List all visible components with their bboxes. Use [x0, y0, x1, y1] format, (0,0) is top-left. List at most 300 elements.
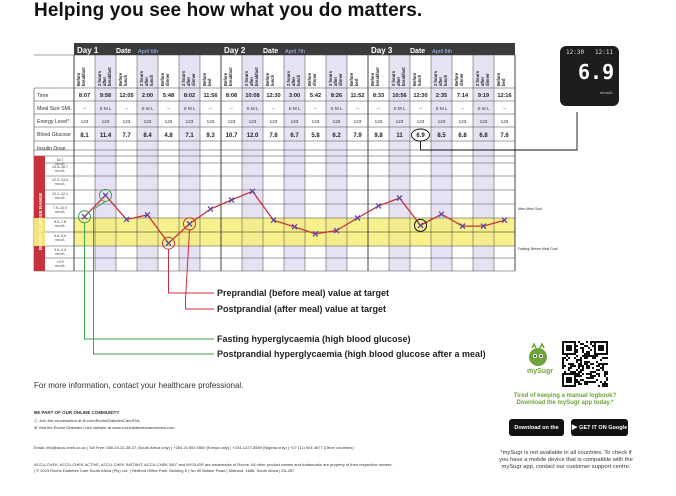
qr-module [602, 357, 604, 359]
qr-module [574, 357, 576, 359]
energy-value: 123 [458, 119, 467, 124]
qr-module [576, 375, 578, 377]
glucose-value: 5.8 [311, 133, 320, 139]
meal-size-value: – [461, 106, 464, 111]
qr-code[interactable] [562, 341, 608, 387]
column-period-label: after [102, 76, 107, 86]
app-store-label: Download on the App Store [514, 425, 559, 449]
column-period-label: 2 hours [139, 70, 144, 86]
qr-module [574, 349, 576, 351]
time-value: 11:56 [203, 93, 218, 99]
column-period-label: breakfast [254, 67, 259, 86]
qr-module [604, 353, 606, 355]
time-value: 5:42 [309, 93, 322, 99]
time-value: 12:16 [497, 93, 512, 99]
row-label: Meal Size SML [37, 106, 72, 112]
qr-module [588, 365, 590, 367]
qr-module [606, 379, 608, 381]
qr-module [576, 361, 578, 363]
column-period-label: 2 hours [328, 70, 333, 86]
column-period-label: Before [454, 72, 459, 86]
time-value: 12:05 [119, 93, 134, 99]
time-value: 11:52 [350, 93, 365, 99]
glucose-value: 7.7 [122, 133, 131, 139]
qr-module [606, 347, 608, 349]
column-period-label: bed [207, 78, 212, 86]
date-value: April 7th [285, 49, 306, 55]
qr-module [576, 369, 578, 371]
qr-module [588, 381, 590, 383]
column-period-label: after [480, 76, 485, 86]
qr-module [580, 371, 582, 373]
qr-module [606, 351, 608, 353]
qr-module [566, 381, 568, 383]
qr-module [578, 359, 580, 361]
meal-size-value: – [125, 106, 128, 111]
range-axis-label: BLOOD GLUCOSE RANGE [38, 192, 43, 250]
qr-module [584, 363, 586, 365]
qr-module [564, 353, 566, 355]
qr-module [600, 359, 602, 361]
qr-module [566, 385, 568, 387]
meal-size-value: – [314, 106, 317, 111]
qr-module [602, 345, 604, 347]
qr-module [570, 367, 572, 369]
qr-module [588, 361, 590, 363]
day-label: Day 1 [77, 46, 99, 55]
qr-module [568, 381, 570, 383]
row-label: Energy Level* [37, 119, 70, 125]
qr-module [588, 355, 590, 357]
community-website[interactable] [34, 425, 176, 430]
qr-module [562, 373, 564, 375]
qr-module [576, 381, 578, 383]
qr-module [562, 345, 564, 347]
meal-size-value: S M L [246, 106, 259, 111]
qr-module [588, 347, 590, 349]
qr-module [562, 359, 564, 361]
column-period-label: Before [412, 72, 417, 86]
qr-module [572, 365, 574, 367]
energy-value: 123 [479, 119, 488, 124]
range-band-unit: mmol/L [54, 264, 66, 268]
qr-module [564, 373, 566, 375]
glucose-value: 7.6 [500, 133, 509, 139]
qr-module [590, 355, 592, 357]
range-band-value: 16.7 [56, 158, 64, 162]
qr-module [594, 347, 596, 349]
qr-module [570, 379, 572, 381]
qr-module [592, 377, 594, 379]
meal-size-value: S M L [477, 106, 490, 111]
qr-module [602, 385, 604, 387]
qr-module [568, 373, 570, 375]
qr-module [606, 371, 608, 373]
qr-module [568, 377, 570, 379]
row-label: Insulin Dose [37, 146, 66, 152]
qr-module [570, 371, 572, 373]
qr-module [588, 373, 590, 375]
community-title: BE PART OF OUR ONLINE COMMUNITY [34, 410, 120, 415]
qr-module [602, 365, 604, 367]
qr-module [578, 373, 580, 375]
qr-module [584, 357, 586, 359]
qr-module [566, 355, 568, 357]
qr-module [606, 345, 608, 347]
qr-module [562, 343, 564, 345]
qr-module [580, 383, 582, 385]
qr-module [600, 363, 602, 365]
app-promo-text: Tired of keeping a manual logbook? Download the mySugr app today.* [513, 393, 617, 406]
glucose-value: 6.8 [458, 133, 467, 139]
meal-size-value: S M L [435, 106, 448, 111]
qr-module [574, 373, 576, 375]
glucose-value: 7.1 [185, 133, 194, 139]
qr-module [574, 377, 576, 379]
qr-module [588, 367, 590, 369]
range-band-value: 6.0–7.8 [54, 220, 66, 224]
qr-module [572, 341, 574, 343]
qr-module [586, 381, 588, 383]
time-value: 8:07 [78, 93, 91, 99]
facebook-icon: ⓕ [34, 418, 40, 423]
qr-module [570, 341, 572, 343]
qr-module [580, 359, 582, 361]
qr-module [580, 363, 582, 365]
qr-module [564, 385, 566, 387]
qr-module [598, 369, 600, 371]
qr-module [606, 377, 608, 379]
glucose-value: 7.9 [353, 133, 362, 139]
qr-module [568, 363, 570, 365]
qr-module [562, 385, 564, 387]
qr-module [572, 353, 574, 355]
qr-module [604, 341, 606, 343]
energy-value: 123 [80, 119, 89, 124]
qr-module [590, 381, 592, 383]
qr-module [570, 385, 572, 387]
glucose-value: 8.5 [437, 133, 446, 139]
qr-module [604, 383, 606, 385]
qr-module [586, 377, 588, 379]
qr-module [562, 383, 564, 385]
qr-module [604, 385, 606, 387]
qr-module [568, 357, 570, 359]
legend-fasting-hyper: Fasting hyperglycaemia (high blood glucose) [217, 334, 411, 344]
glucose-value: 11.4 [99, 133, 112, 139]
range-band-value: 10.1–12.1 [52, 192, 68, 196]
glucose-value: 11 [396, 133, 403, 139]
qr-module [580, 347, 582, 349]
qr-module [586, 345, 588, 347]
column-period-label: after [438, 76, 443, 86]
play-icon: ▶ [571, 424, 580, 431]
energy-value: 123 [416, 119, 425, 124]
energy-value: 123 [206, 119, 215, 124]
energy-value: 123 [122, 119, 131, 124]
glucose-value: 10.7 [225, 133, 238, 139]
qr-module [562, 349, 564, 351]
meal-size-value: S M L [99, 106, 112, 111]
qr-module [562, 367, 564, 369]
qr-module [586, 353, 588, 355]
column-period-label: after [396, 76, 401, 86]
qr-module [602, 363, 604, 365]
qr-module [576, 345, 578, 347]
qr-module [582, 347, 584, 349]
qr-module [590, 343, 592, 345]
qr-module [598, 341, 600, 343]
qr-module [598, 347, 600, 349]
qr-module [594, 381, 596, 383]
qr-module [590, 377, 592, 379]
qr-module [598, 345, 600, 347]
qr-module [598, 385, 600, 387]
qr-module [574, 343, 576, 345]
energy-value: 123 [395, 119, 404, 124]
energy-value: 123 [101, 119, 110, 124]
qr-module [568, 347, 570, 349]
google-play-button[interactable] [571, 419, 628, 449]
time-value: 2:00 [141, 93, 154, 99]
qr-module [602, 367, 604, 369]
trademark-line: ACCU-CHEK, ACCU-CHEK ACTIVE, ACCU-CHEK INSTANT, ACCU-CHEK 360° and MYSUGR are trademarks of Roche. All other product names and trademarks are property of their respective owners. [34, 462, 393, 467]
qr-module [562, 341, 564, 343]
energy-value: 123 [185, 119, 194, 124]
qr-module [602, 347, 604, 349]
range-band-unit: mmol/L [54, 169, 66, 173]
qr-module [568, 367, 570, 369]
qr-module [592, 381, 594, 383]
qr-module [604, 375, 606, 377]
qr-module [570, 353, 572, 355]
glucose-value: 9.3 [206, 133, 215, 139]
qr-module [566, 359, 568, 361]
qr-module [574, 341, 576, 343]
time-value: 10:56 [392, 93, 407, 99]
qr-module [606, 343, 608, 345]
qr-module [596, 341, 598, 343]
glucose-value: 6.8 [479, 133, 488, 139]
qr-module [594, 351, 596, 353]
column-period-label: Before [370, 72, 375, 86]
column-period-label: 2 hours [244, 70, 249, 86]
column-period-label: breakfast [375, 67, 380, 86]
qr-module [570, 365, 572, 367]
qr-module [592, 355, 594, 357]
column-period-label: after [333, 76, 338, 86]
qr-module [562, 351, 564, 353]
qr-module [568, 369, 570, 371]
meal-size-value: – [377, 106, 380, 111]
legend-postprandial-target: Postprandial (after meal) value at target [217, 304, 387, 314]
column-period-label: Before [118, 72, 123, 86]
qr-module [582, 379, 584, 381]
column-period-label: 2 hours [391, 70, 396, 86]
time-value: 10:08 [245, 93, 260, 99]
community-facebook[interactable] [34, 418, 140, 424]
qr-module [574, 365, 576, 367]
column-period-label: dinner [338, 73, 343, 86]
qr-module [564, 341, 566, 343]
qr-module [578, 383, 580, 385]
energy-value: 123 [374, 119, 383, 124]
time-value: 9:19 [477, 93, 490, 99]
range-band-unit: mmol/L [54, 224, 66, 228]
qr-module [578, 381, 580, 383]
qr-module [572, 371, 574, 373]
date-label: Date [263, 48, 279, 55]
qr-module [570, 349, 572, 351]
qr-module [566, 373, 568, 375]
column-period-label: after [186, 76, 191, 86]
qr-module [600, 353, 602, 355]
qr-module [606, 383, 608, 385]
qr-module [596, 373, 598, 375]
time-value: 8:02 [183, 93, 196, 99]
energy-value: 123 [353, 119, 362, 124]
column-period-label: breakfast [401, 67, 406, 86]
qr-module [596, 369, 598, 371]
time-value: 8:08 [225, 93, 238, 99]
glucose-value: 6.2 [332, 133, 341, 139]
energy-value: 123 [311, 119, 320, 124]
column-period-label: after [291, 76, 296, 86]
qr-module [600, 367, 602, 369]
qr-module [582, 373, 584, 375]
qr-module [562, 377, 564, 379]
qr-module [570, 377, 572, 379]
meal-size-value: S M L [330, 106, 343, 111]
qr-module [578, 375, 580, 377]
qr-module [582, 343, 584, 345]
day-label: Day 3 [371, 46, 393, 55]
qr-module [600, 341, 602, 343]
column-period-label: after [144, 76, 149, 86]
copyright-line: | © 2023 Roche Diabetes Care South Africa (Pty) Ltd. | Hertford Office Park, Building E | No 90 Bekker Road | Midrand, 1686, South Africa | ZA-287 [34, 468, 295, 473]
mysugr-monster-logo [524, 342, 552, 368]
qr-module [582, 349, 584, 351]
qr-module [582, 369, 584, 371]
qr-module [586, 361, 588, 363]
row-label: Time [37, 93, 49, 99]
qr-module [596, 379, 598, 381]
date-value: April 8th [432, 49, 453, 55]
qr-module [572, 385, 574, 387]
qr-module [564, 357, 566, 359]
energy-value: 123 [290, 119, 299, 124]
meter-unit: mmol/L [600, 90, 614, 95]
qr-module [564, 371, 566, 373]
column-period-label: dinner [191, 73, 196, 86]
qr-module [584, 353, 586, 355]
qr-module [598, 349, 600, 351]
qr-module [576, 359, 578, 361]
qr-module [606, 353, 608, 355]
energy-value: 123 [143, 119, 152, 124]
qr-module [586, 365, 588, 367]
meter-time-left: 12:30 [566, 49, 585, 56]
qr-module [584, 355, 586, 357]
qr-module [606, 341, 608, 343]
glucose-value: 8.4 [143, 133, 152, 139]
qr-module [576, 349, 578, 351]
qr-module [588, 351, 590, 353]
energy-value: 123 [164, 119, 173, 124]
meal-size-value: – [209, 106, 212, 111]
qr-module [602, 353, 604, 355]
qr-module [574, 383, 576, 385]
after-meal-goal-label: After-Meal Goal [518, 207, 542, 211]
glucose-value: 7.6 [269, 133, 278, 139]
qr-module [594, 355, 596, 357]
globe-icon: ⊕ [34, 425, 39, 430]
qr-module [602, 383, 604, 385]
qr-module [568, 379, 570, 381]
qr-module [574, 347, 576, 349]
google-play-label: GET IT ON Google Play [579, 425, 628, 449]
legend-postprandial-hyper: Postprandial hyperglycaemia (high blood glucose after a meal) [217, 349, 486, 359]
qr-module [594, 357, 596, 359]
qr-module [572, 363, 574, 365]
qr-module [590, 371, 592, 373]
glucose-value: 4.8 [164, 133, 173, 139]
qr-module [568, 353, 570, 355]
qr-module [594, 349, 596, 351]
column-period-label: dinner [312, 73, 317, 86]
qr-module [602, 369, 604, 371]
qr-module [600, 349, 602, 351]
qr-module [562, 381, 564, 383]
range-band-unit: mmol/L [54, 238, 66, 242]
qr-module [584, 383, 586, 385]
qr-module [576, 379, 578, 381]
meal-size-value: S M L [288, 106, 301, 111]
qr-module [574, 375, 576, 377]
app-store-button[interactable] [509, 419, 564, 449]
qr-module [598, 353, 600, 355]
column-period-label: dinner [165, 73, 170, 86]
qr-module [578, 371, 580, 373]
day-label: Day 2 [224, 46, 246, 55]
qr-module [596, 355, 598, 357]
qr-module [586, 373, 588, 375]
qr-module [570, 381, 572, 383]
column-period-label: dinner [485, 73, 490, 86]
meal-size-value: S M L [393, 106, 406, 111]
column-period-label: 2 hours [181, 70, 186, 86]
time-value: 5:48 [162, 93, 175, 99]
column-period-label: lunch [417, 74, 422, 86]
column-period-label: 2 hours [97, 70, 102, 86]
fasting-goal-label: Fasting/ Before Meal Goal [518, 247, 558, 251]
column-period-label: lunch [123, 74, 128, 86]
qr-module [582, 351, 584, 353]
qr-module [590, 375, 592, 377]
column-period-label: breakfast [81, 67, 86, 86]
time-value: 12:30 [413, 93, 428, 99]
qr-module [580, 361, 582, 363]
qr-module [598, 375, 600, 377]
column-period-label: lunch [149, 74, 154, 86]
qr-module [562, 363, 564, 365]
column-period-label: Before [349, 72, 354, 86]
column-period-label: 2 hours [286, 70, 291, 86]
meal-size-value: – [419, 106, 422, 111]
meal-size-value: – [167, 106, 170, 111]
column-period-label: Before [202, 72, 207, 86]
qr-module [606, 349, 608, 351]
